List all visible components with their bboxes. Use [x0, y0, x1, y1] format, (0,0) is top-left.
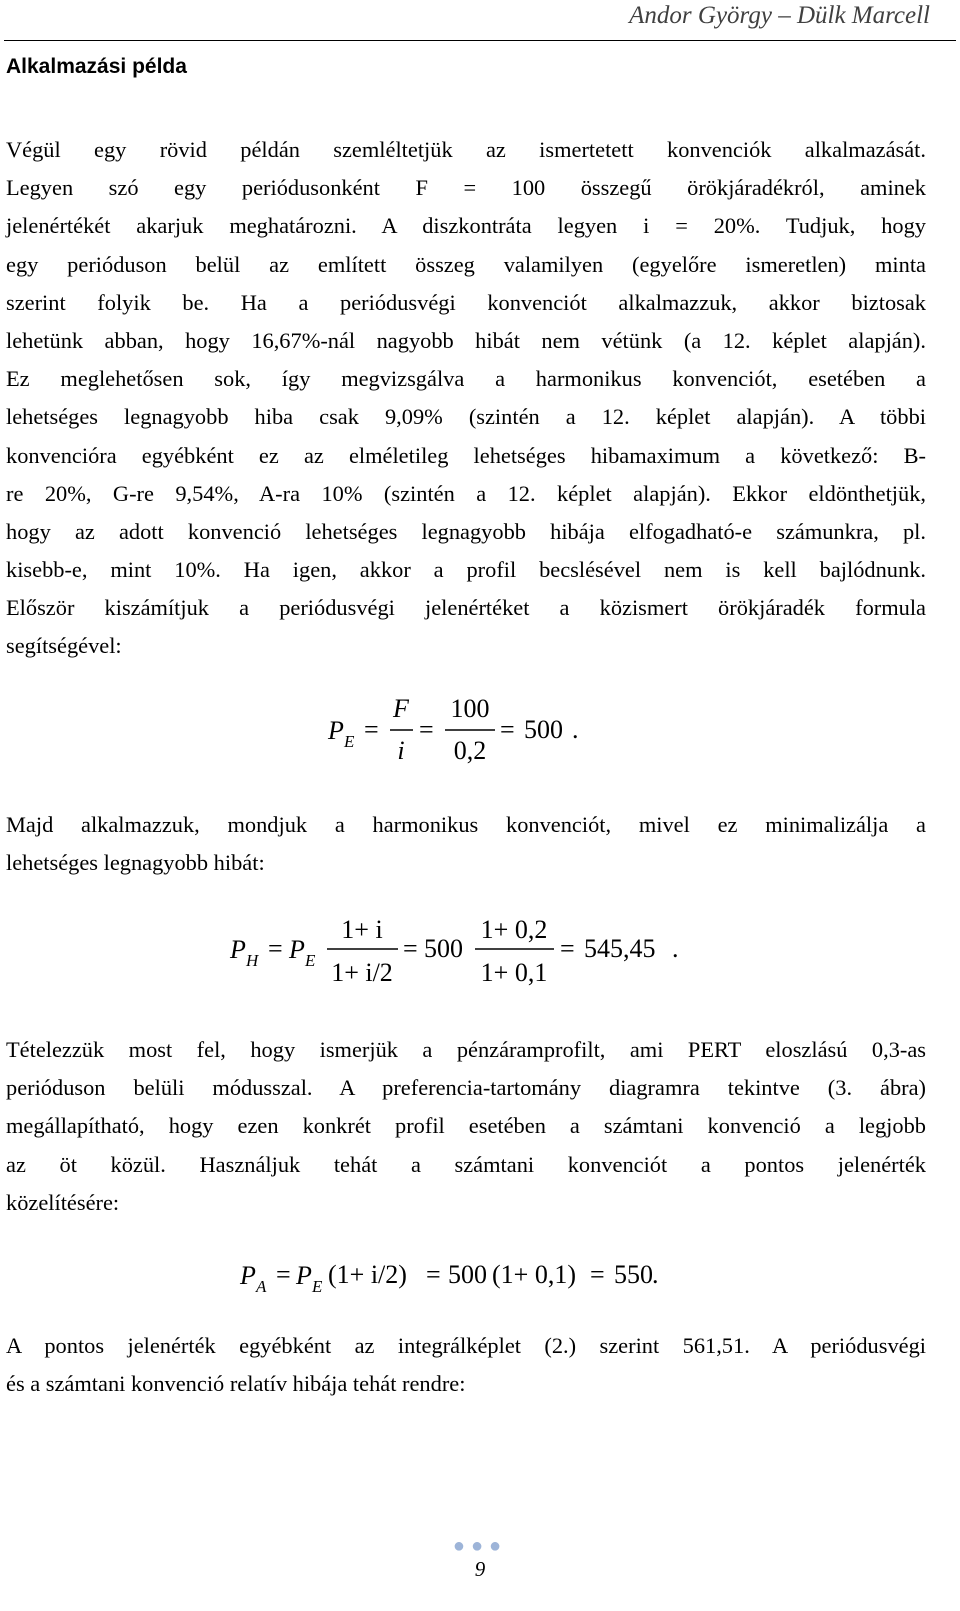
text-line: Majd alkalmazzuk, mondjuk a harmonikus konvenciót, mivel ez minimalizálja a — [6, 812, 926, 837]
paragraph-relative-error — [6, 1327, 926, 1403]
formula-parenthesized: (1+ i/2) — [328, 1260, 407, 1289]
page-number: 9 — [474, 1557, 486, 1581]
formula-result: 545,45 — [584, 934, 656, 963]
text-line: hogy az adott konvenció lehetséges legnagyobb hibája elfogadható-e számunkra, pl. — [6, 518, 926, 544]
formula-equals: = — [419, 715, 434, 744]
text-line: az öt közül. Használjuk tehát a számtani konvenciót a pontos jelenérték — [6, 1151, 926, 1177]
fraction-numerator: F — [393, 694, 409, 723]
paragraph-intro — [6, 131, 926, 666]
formula-symbol: P — [296, 1261, 312, 1290]
formula-equals: = — [426, 1260, 441, 1289]
formula-subscript: A — [256, 1277, 267, 1296]
text-line: lehetséges legnagyobb hibát: — [6, 850, 265, 876]
fraction-denominator: 1+ 0,1 — [480, 958, 548, 987]
text-line: Végül egy rövid példán szemléltetjük az ismertetett konvenciók alkalmazását. — [6, 137, 926, 162]
formula-ph — [222, 913, 702, 993]
formula-equals: = — [403, 934, 418, 963]
formula-equals: = — [500, 715, 515, 744]
formula-subscript: E — [312, 1277, 323, 1296]
header-rule — [4, 40, 956, 41]
formula-equals: = — [590, 1260, 605, 1289]
fraction-numerator: 1+ 0,2 — [480, 915, 548, 944]
fraction-denominator: 0,2 — [453, 736, 487, 765]
formula-result: 500 — [524, 715, 563, 744]
formula-end: . — [652, 1260, 659, 1289]
footer-dots-icon: ●●● — [452, 1535, 508, 1557]
text-line: Legyen szó egy periódusonként F = 100 összegű örökjáradékról, aminek — [6, 175, 926, 201]
formula-pa — [232, 1250, 702, 1300]
text-line: perióduson belüli módusszal. A preferencia-tartomány diagramra tekintve (3. ábra) — [6, 1075, 926, 1101]
text-line: egy perióduson belül az említett összeg valamilyen (egyelőre ismeretlen) minta — [6, 251, 926, 277]
section-title: Alkalmazási példa — [6, 55, 187, 78]
formula-symbol: P — [240, 1261, 256, 1290]
text-line: segítségével: — [6, 633, 122, 659]
formula-subscript: E — [344, 732, 355, 751]
formula-parenthesized: (1+ 0,1) — [492, 1260, 576, 1289]
fraction-denominator: 1+ i/2 — [331, 958, 393, 987]
text-line: Először kiszámítjuk a periódusvégi jelenértéket a közismert örökjáradék formula — [6, 595, 926, 621]
formula-equals: = — [364, 715, 379, 744]
formula-equals: = — [276, 1260, 291, 1289]
text-line: szerint folyik be. Ha a periódusvégi konvenciót alkalmazzuk, akkor biztosak — [6, 289, 926, 315]
formula-coefficient: 500 — [424, 934, 463, 963]
paragraph-harmonic — [6, 806, 926, 882]
formula-end: . — [672, 934, 679, 963]
header-authors: Andor György – Dülk Marcell — [629, 2, 930, 29]
formula-result: 550 — [614, 1260, 653, 1289]
formula-symbol: P — [230, 935, 246, 964]
text-line: jelenértékét akarjuk meghatározni. A diszkontráta legyen i = 20%. Tudjuk, hogy — [6, 213, 926, 239]
formula-pe — [320, 690, 620, 770]
text-line: re 20%, G-re 9,54%, A-ra 10% (szintén a 12. képlet alapján). Ekkor eldönthetjük, — [6, 480, 926, 506]
formula-subscript: H — [246, 951, 259, 970]
formula-equals: = — [560, 934, 575, 963]
formula-equals: = — [268, 934, 283, 963]
fraction-denominator: i — [397, 736, 405, 765]
text-line: Tételezzük most fel, hogy ismerjük a pénzáramprofilt, ami PERT eloszlású 0,3-as — [6, 1037, 926, 1062]
fraction-numerator: 100 — [450, 694, 490, 723]
formula-symbol: P — [289, 935, 305, 964]
paragraph-arithmetic — [6, 1031, 926, 1222]
formula-coefficient: 500 — [448, 1260, 487, 1289]
text-line: A pontos jelenérték egyébként az integrálképlet (2.) szerint 561,51. A periódusvégi — [6, 1333, 926, 1358]
text-line: közelítésére: — [6, 1189, 120, 1215]
text-line: konvencióra egyébként ez az elméletileg lehetséges hibamaximum a következő: B- — [6, 442, 926, 468]
text-line: lehetséges legnagyobb hiba csak 9,09% (szintén a 12. képlet alapján). A többi — [6, 404, 926, 430]
text-line: és a számtani konvenció relatív hibája tehát rendre: — [6, 1371, 466, 1397]
formula-end: . — [572, 715, 579, 744]
text-line: kisebb-e, mint 10%. Ha igen, akkor a profil becslésével nem is kell bajlódnunk. — [6, 557, 926, 583]
text-line: Ez meglehetősen sok, így megvizsgálva a harmonikus konvenciót, esetében a — [6, 366, 926, 392]
formula-symbol: P — [328, 716, 344, 745]
formula-subscript: E — [305, 951, 316, 970]
fraction-numerator: 1+ i — [341, 915, 383, 944]
text-line: lehetünk abban, hogy 16,67%-nál nagyobb hibát nem vétünk (a 12. képlet alapján). — [6, 327, 926, 353]
text-line: megállapítható, hogy ezen konkrét profil esetében a számtani konvenció a legjobb — [6, 1113, 926, 1139]
